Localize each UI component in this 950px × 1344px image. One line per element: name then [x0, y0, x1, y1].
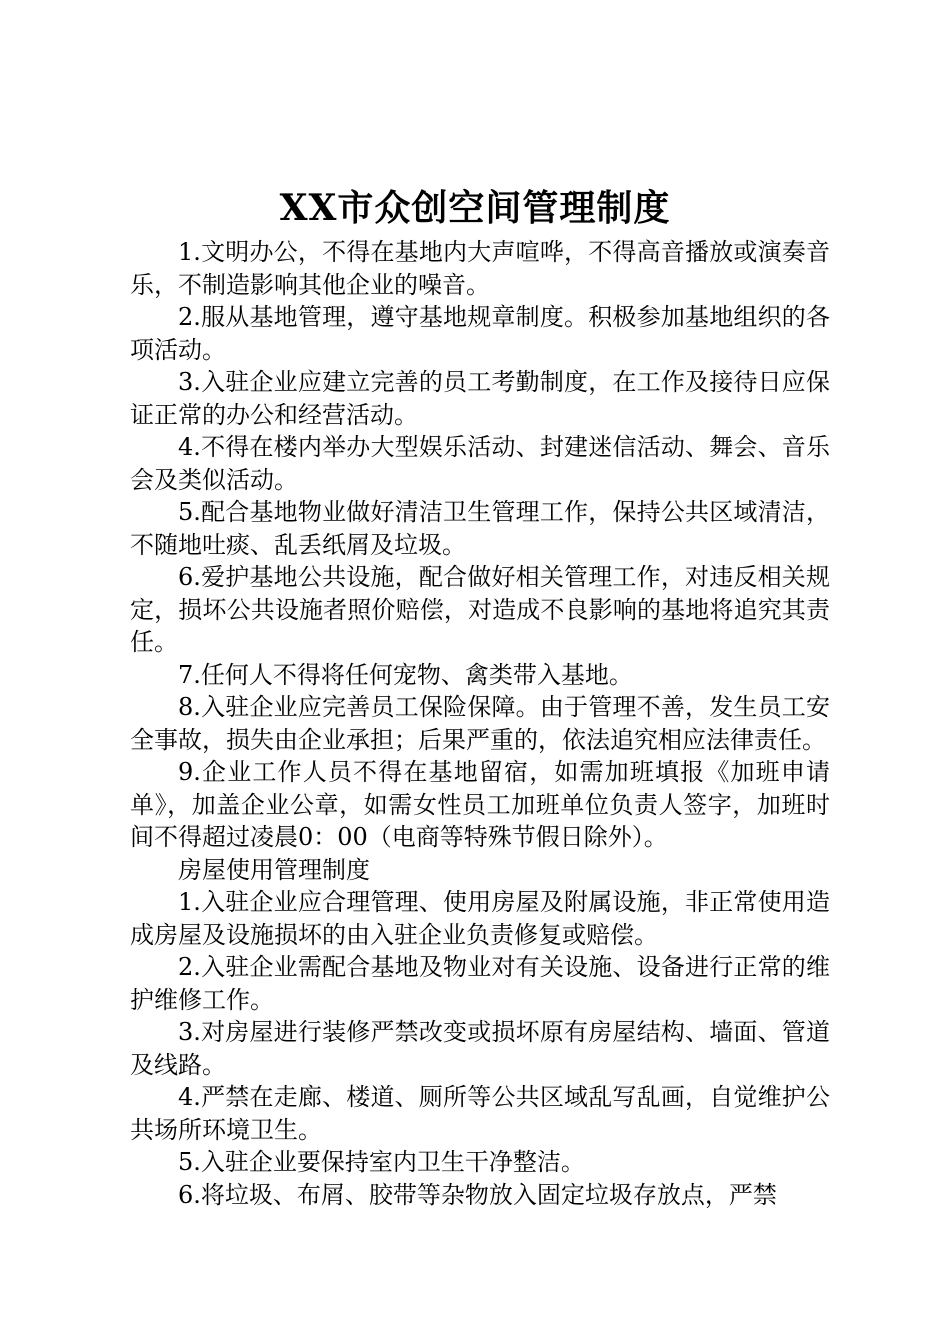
paragraph: 1.入驻企业应合理管理、使用房屋及附属设施，非正常使用造成房屋及设施损坏的由入驻企业负责修复或赔偿。 [130, 888, 830, 949]
section-heading: 房屋使用管理制度 [178, 855, 370, 884]
paragraph: 3.入驻企业应建立完善的员工考勤制度，在工作及接待日应保证正常的办公和经营活动。 [130, 368, 830, 429]
paragraph: 2.入驻企业需配合基地及物业对有关设施、设备进行正常的维护维修工作。 [130, 953, 830, 1014]
paragraph: 2.服从基地管理，遵守基地规章制度。积极参加基地组织的各项活动。 [130, 303, 830, 364]
paragraph: 9.企业工作人员不得在基地留宿，如需加班填报《加班申请单》，加盖企业公章，如需女性员工加班单位负责人签字，加班时间不得超过凌晨0：00（电商等特殊节假日除外）。 [130, 758, 830, 851]
paragraph: 1.文明办公，不得在基地内大声喧哗，不得高音播放或演奏音乐，不制造影响其他企业的噪音。 [130, 238, 830, 299]
paragraph: 6.将垃圾、布屑、胶带等杂物放入固定垃圾存放点，严禁 [178, 1180, 777, 1209]
paragraph: 4.严禁在走廊、楼道、厕所等公共区域乱写乱画，自觉维护公共场所环境卫生。 [130, 1083, 830, 1144]
paragraph: 8.入驻企业应完善员工保险保障。由于管理不善，发生员工安全事故，损失由企业承担；后果严重的，依法追究相应法律责任。 [130, 693, 830, 754]
paragraph: 5.配合基地物业做好清洁卫生管理工作，保持公共区域清洁，不随地吐痰、乱丢纸屑及垃圾。 [130, 498, 830, 559]
paragraph: 3.对房屋进行装修严禁改变或损坏原有房屋结构、墙面、管道及线路。 [130, 1018, 830, 1079]
paragraph: 5.入驻企业要保持室内卫生干净整洁。 [178, 1148, 585, 1176]
document-body [130, 236, 830, 1211]
paragraph: 7.任何人不得将任何宠物、禽类带入基地。 [178, 660, 633, 689]
paragraph: 6.爱护基地公共设施，配合做好相关管理工作，对违反相关规定，损坏公共设施者照价赔偿，对造成不良影响的基地将追究其责任。 [130, 563, 830, 656]
paragraph: 4.不得在楼内举办大型娱乐活动、封建迷信活动、舞会、音乐会及类似活动。 [130, 433, 830, 494]
document-title: XX市众创空间管理制度 [279, 187, 671, 229]
